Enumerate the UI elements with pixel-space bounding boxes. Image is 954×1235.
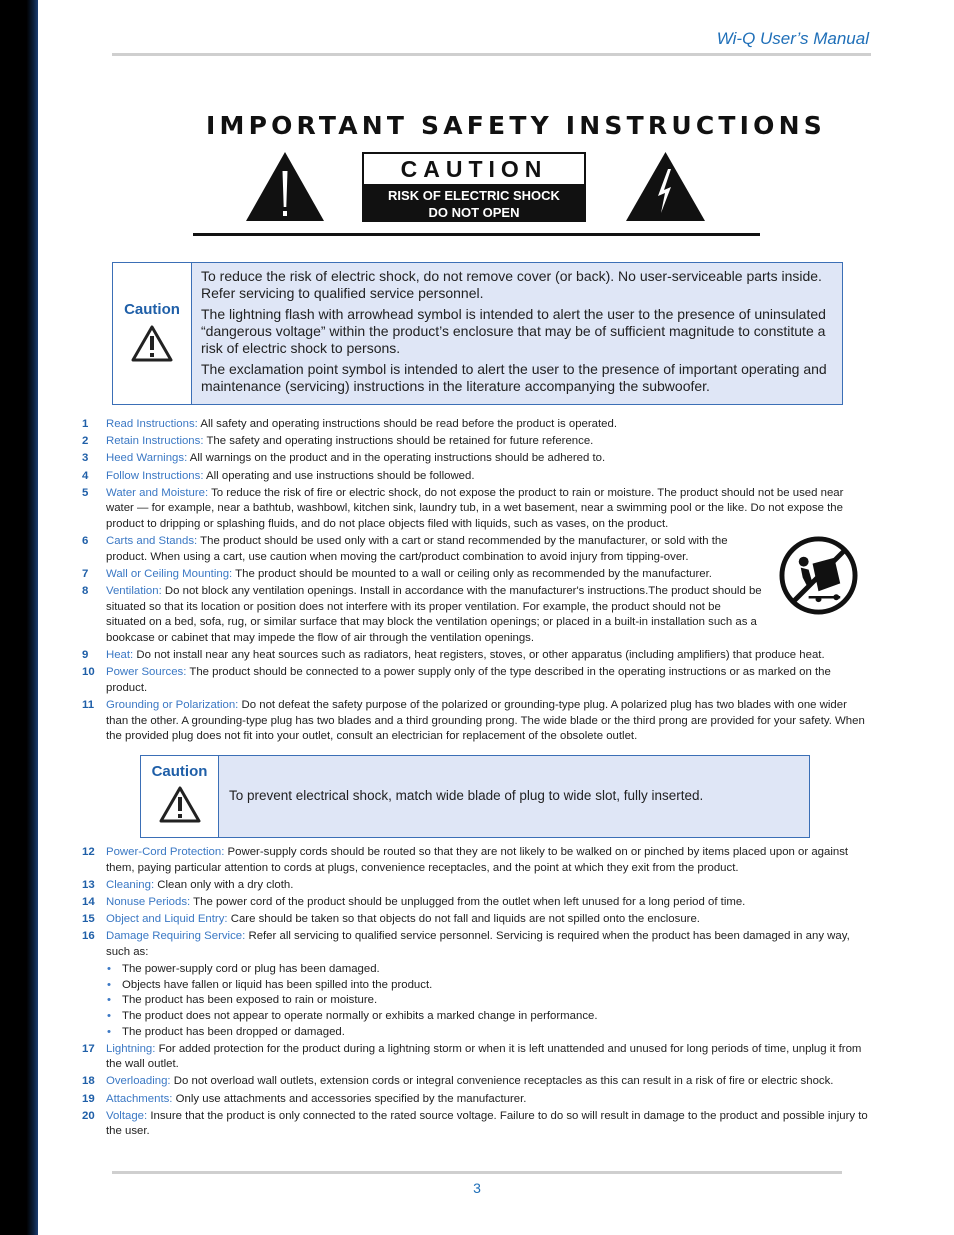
exclamation-icon	[131, 325, 173, 362]
bullet-item: • The product has been exposed to rain or moisture.	[82, 993, 872, 1009]
item-label: Power Sources:	[106, 666, 187, 679]
item-number: 5	[82, 486, 89, 499]
exclamation-warning-icon	[245, 151, 325, 222]
item-label: Nonuse Periods:	[106, 895, 191, 908]
instruction-list-a	[82, 417, 872, 746]
instruction-item	[82, 451, 872, 467]
bullet-item: • The product does not appear to operate normally or exhibits a marked change in performance.	[82, 1009, 872, 1025]
bullet-item: • The power-supply cord or plug has been damaged.	[82, 962, 872, 978]
caution-sign-line1: RISK OF ELECTRIC SHOCK	[388, 188, 560, 203]
item-number: 14	[82, 895, 95, 908]
instruction-item	[82, 567, 762, 583]
instruction-item	[82, 417, 872, 433]
item-label: Read Instructions:	[106, 418, 198, 430]
instruction-item	[82, 698, 872, 745]
item-label: Wall or Ceiling Mounting:	[106, 567, 233, 580]
item-label: Retain Instructions:	[106, 435, 204, 448]
item-text: The power cord of the product should be unplugged from the outlet when left unused for a long period of time.	[190, 895, 746, 908]
item-label: Ventilation:	[106, 585, 162, 598]
item-text: For added protection for the product during a lightning storm or when it is left unattended and unused for long periods of time, unplug it from the wall outlet.	[106, 1042, 862, 1071]
item-label: Attachments:	[106, 1092, 173, 1105]
instruction-item	[82, 1109, 872, 1140]
item-number: 7	[82, 567, 89, 580]
item-text: Refer all servicing to qualified service personnel. Servicing is required when the product has been damaged in any way, such as:	[106, 930, 850, 958]
instruction-item	[82, 912, 872, 928]
caution-sign	[362, 152, 586, 222]
caution-box-2	[140, 755, 810, 838]
item-number: 10	[82, 666, 95, 679]
item-text: All safety and operating instructions should be read before the product is operated.	[197, 418, 618, 430]
footer-rule	[112, 1171, 842, 1174]
instruction-item	[82, 486, 872, 533]
item-text: Insure that the product is only connected to the rated source voltage. Failure to do so will result in damage to the product and possible injury to the user.	[106, 1109, 868, 1138]
left-edge-band	[0, 0, 38, 1235]
instruction-item	[82, 469, 872, 485]
bullet-item: • The product has been dropped or damaged.	[82, 1025, 872, 1041]
lightning-warning-icon	[625, 151, 706, 222]
item-label: Overloading:	[106, 1075, 171, 1088]
caution-box-1-label-cell	[113, 263, 192, 404]
item-text: The product should be used only with a cart or stand recommended by the manufacturer, or sold with the product. When using a cart, use caution when moving the cart/product combination to avoid injury from tipping-over.	[106, 535, 728, 563]
item-label: Lightning:	[106, 1042, 156, 1055]
item-number: 12	[82, 846, 95, 858]
item-label: Object and Liquid Entry:	[106, 913, 228, 926]
instruction-item	[82, 434, 872, 450]
item-text: Do not block any ventilation openings. Install in accordance with the manufacturer's instructions.The product should be situated so that its location or position does not interfere with its proper ventilation. For example, the product should not be situated on a bed, sofa, rug, or similar surface that may block the ventilation openings; or placed in a built-in installation such as a bookcase or cabinet that may impede the flow of air through the ventilation openings.	[106, 585, 762, 644]
item-text: Care should be taken so that objects do not fall and liquids are not spilled onto the enclosure.	[227, 913, 700, 926]
instruction-item	[82, 534, 762, 565]
item-label: Heed Warnings:	[106, 452, 188, 465]
item-text: Clean only with a dry cloth.	[154, 878, 294, 891]
instruction-item	[82, 878, 872, 894]
bullet-item: • Objects have fallen or liquid has been spilled into the product.	[82, 978, 872, 994]
caution-paragraph: To reduce the risk of electric shock, do not remove cover (or back). No user-serviceable parts inside. Refer servicing to qualified service personnel.	[201, 268, 822, 301]
item-label: Grounding or Polarization:	[106, 699, 239, 712]
caution-paragraph: The exclamation point symbol is intended to alert the user to the presence of important operating and maintenance (servicing) instructions in the literature accompanying the subwoofer.	[201, 361, 827, 394]
caution-sign-line2: DO NOT OPEN	[428, 205, 520, 220]
instruction-item	[82, 1074, 872, 1090]
item-label: Follow Instructions:	[106, 469, 204, 482]
item-text: The product should be connected to a power supply only of the type described in the operating instructions or as marked on the product.	[106, 666, 831, 694]
item-label: Damage Requiring Service:	[106, 930, 246, 943]
item-label: Heat:	[106, 649, 134, 662]
item-number: 18	[82, 1075, 95, 1088]
caution-text: To prevent electrical shock, match wide blade of plug to wide slot, fully inserted.	[229, 788, 704, 803]
caution-label: Caution	[124, 301, 180, 318]
page-number: 3	[473, 1180, 481, 1196]
item-label: Power-Cord Protection:	[106, 846, 225, 858]
instruction-item	[82, 665, 872, 696]
item-number: 20	[82, 1109, 95, 1122]
item-label: Water and Moisture:	[106, 486, 209, 499]
instruction-item	[82, 895, 872, 911]
item-text: All operating and use instructions should be followed.	[203, 469, 475, 482]
item-number: 1	[82, 418, 89, 430]
caution-sign-word: CAUTION	[364, 154, 584, 184]
item-number: 9	[82, 649, 89, 662]
item-text: The product should be mounted to a wall or ceiling only as recommended by the manufacturer.	[232, 567, 712, 580]
item-text: All warnings on the product and in the operating instructions should be adhered to.	[187, 452, 606, 465]
item-number: 19	[82, 1092, 95, 1105]
item-number: 16	[82, 930, 95, 943]
cart-tipping-warning-icon	[779, 536, 858, 615]
caution-paragraph: The lightning flash with arrowhead symbol is intended to alert the user to the presence of uninsulated “dangerous voltage” within the product’s enclosure that may be of sufficient magnitude to constitute a risk of electric shock to persons.	[201, 306, 826, 356]
instruction-item	[82, 845, 872, 876]
header-rule	[112, 53, 871, 56]
item-number: 6	[82, 535, 89, 548]
instruction-item	[82, 1092, 872, 1108]
instruction-list-b	[82, 845, 872, 1142]
item-text: Power-supply cords should be routed so that they are not likely to be walked on or pinched by items placed upon or against them, paying particular attention to cords at plugs, convenience receptacles, and the point at which they exit from the product.	[106, 846, 849, 874]
item-text: To reduce the risk of fire or electric shock, do not expose the product to rain or moisture. The product should not be used near water — for example, near a bathtub, washbowl, kitchen sink, laundry tub, in a wet basement, near a swimming pool or the like. Do not expose the product to dripping or splashing fluids, and do not place objects filed with liquids, such as vases, on the product.	[106, 486, 844, 530]
exclamation-icon	[159, 786, 201, 823]
item-text: Only use attachments and accessories specified by the manufacturer.	[172, 1092, 527, 1105]
item-text: Do not install near any heat sources such as radiators, heat registers, stoves, or other apparatus (including amplifiers) that produce heat.	[133, 649, 825, 662]
item-text: The safety and operating instructions should be retained for future reference.	[203, 435, 594, 448]
item-number: 11	[82, 699, 95, 712]
item-number: 3	[82, 452, 89, 465]
manual-title: Wi-Q User’s Manual	[716, 29, 869, 48]
caution-label: Caution	[151, 763, 208, 780]
caution-box-1	[112, 262, 843, 405]
item-number: 2	[82, 435, 89, 448]
item-number: 17	[82, 1042, 95, 1055]
item-label: Cleaning:	[106, 878, 155, 891]
title-rule	[193, 233, 760, 236]
instruction-item	[82, 584, 762, 646]
item-number: 15	[82, 913, 95, 926]
item-number: 13	[82, 878, 95, 891]
item-number: 8	[82, 585, 89, 598]
instruction-item	[82, 1042, 872, 1073]
item-number: 4	[82, 469, 89, 482]
item-label: Carts and Stands:	[106, 535, 198, 548]
item-text: Do not defeat the safety purpose of the polarized or grounding-type plug. A polarized plug has two blades with one wider than the other. A grounding-type plug has two blades and a third grounding prong. The wide blade or the third prong are provided for your safety. When the provided plug does not fit into your outlet, consult an electrician for replacement of the obsolete outlet.	[106, 699, 865, 743]
instruction-item	[82, 929, 872, 960]
page-title: IMPORTANT SAFETY INSTRUCTIONS	[206, 111, 826, 140]
caution-box-2-label-cell	[141, 756, 219, 837]
item-text: Do not overload wall outlets, extension cords or integral convenience receptacles as this can result in a risk of fire or electric shock.	[170, 1075, 834, 1088]
instruction-item	[82, 648, 872, 664]
item-label: Voltage:	[106, 1109, 148, 1122]
